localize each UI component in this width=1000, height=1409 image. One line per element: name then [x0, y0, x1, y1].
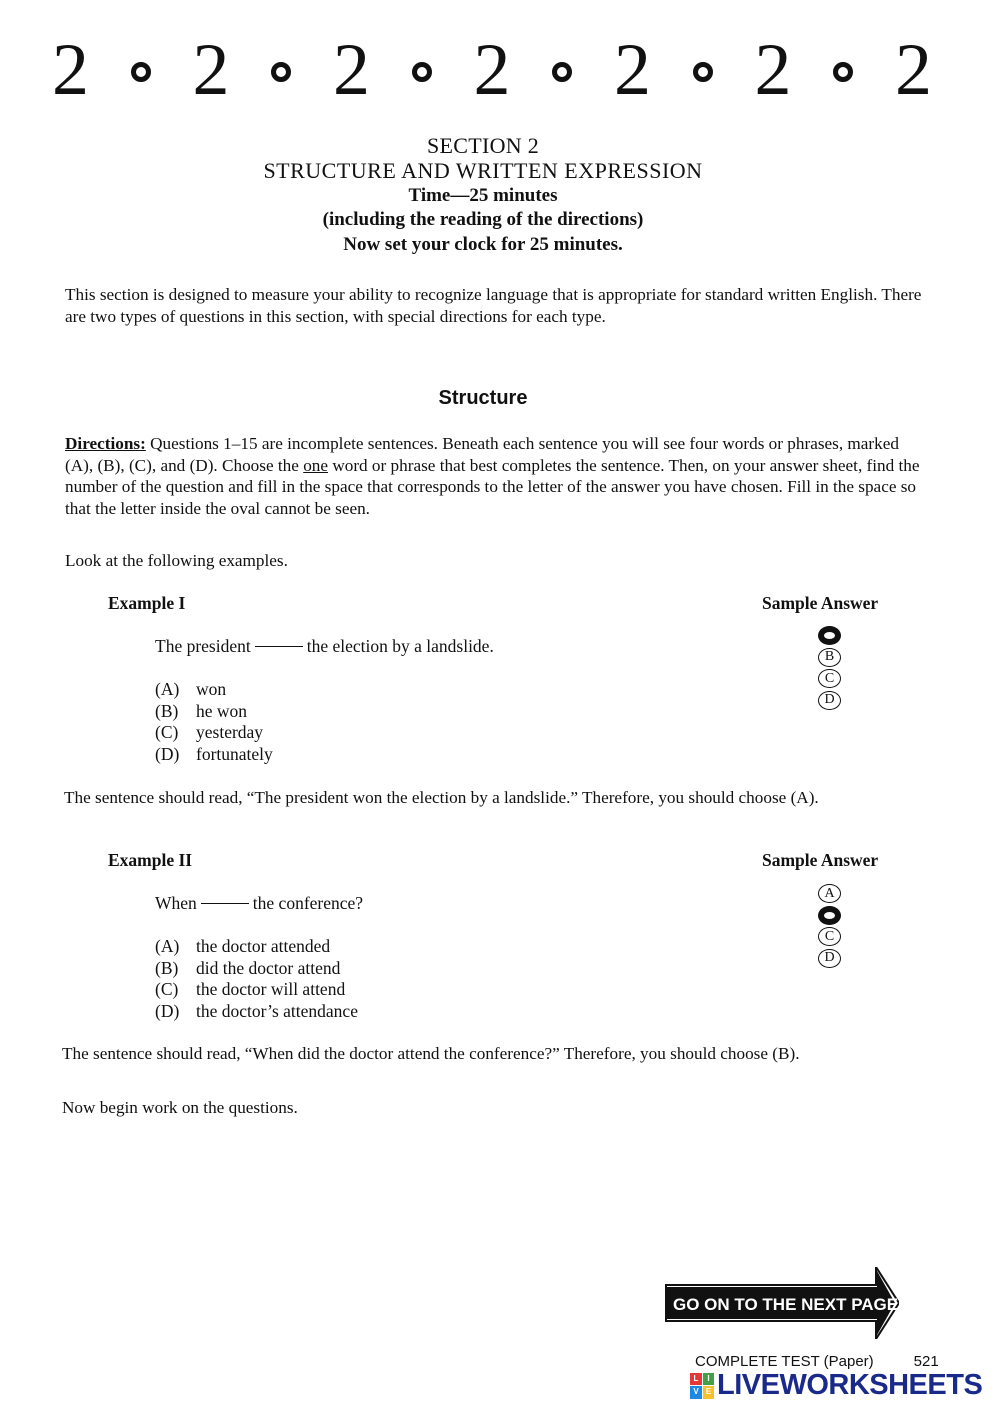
stem-text: the conference? — [252, 893, 364, 913]
logo-letter: V — [690, 1386, 702, 1399]
logo-text: LIVEWORKSHEETS — [717, 1369, 983, 1401]
option-item — [155, 722, 273, 744]
logo-letter: E — [703, 1386, 715, 1399]
answer-bubble-filled — [818, 906, 841, 925]
answer-bubble: C — [818, 927, 841, 946]
directions-paragraph — [65, 433, 925, 519]
example-2-explanation: The sentence should read, “When did the doctor attend the conference?” Therefore, you should choose (B). — [62, 1044, 800, 1063]
ring-icon — [131, 62, 151, 82]
option-text: did the doctor attend — [196, 957, 341, 978]
option-letter: (D) — [155, 743, 180, 764]
example-1-stem — [155, 636, 494, 657]
intro-paragraph: This section is designed to measure your ability to recognize language that is appropriate for standard written English. There are two types of questions in this section, with special directions for each type. — [65, 285, 922, 326]
time-limit: Time—25 minutes — [408, 185, 558, 206]
answer-bubble: D — [818, 691, 841, 710]
banner-digit: 2 — [333, 29, 370, 111]
option-letter: (B) — [155, 700, 179, 721]
structure-heading: Structure — [438, 387, 528, 409]
option-text: he won — [196, 700, 248, 721]
directions-text: word or phrase that best completes the sentence. Then, on your answer sheet, find the number of the question and fill in the space that corresponds to the letter of the answer you have chosen. Fill in the space so that the letter inside the oval cannot be seen. — [65, 455, 920, 518]
ring-icon — [693, 62, 713, 82]
option-letter: (A) — [155, 936, 180, 956]
page-number: 521 — [913, 1353, 939, 1370]
section-number: SECTION 2 — [426, 133, 540, 158]
example-2-stem — [155, 893, 363, 914]
example-2-options — [155, 936, 358, 1022]
option-text: fortunately — [196, 743, 273, 764]
look-text: Look at the following examples. — [65, 551, 288, 570]
stem-text: the election by a landslide. — [306, 636, 494, 656]
next-page-text: GO ON TO THE NEXT PAGE — [673, 1295, 899, 1314]
option-letter: (C) — [155, 722, 179, 742]
answer-bubble-filled — [818, 626, 841, 645]
answer-blank — [201, 903, 249, 904]
banner-digit: 2 — [895, 29, 932, 111]
page-footer — [695, 1353, 939, 1370]
clock-instruction: Now set your clock for 25 minutes. — [343, 234, 623, 255]
directions-label: Directions: — [65, 434, 146, 453]
stem-text: The president — [155, 636, 251, 656]
ring-icon — [271, 62, 291, 82]
sample-answer-label: Sample Answer — [762, 850, 879, 870]
example-2-label: Example II — [108, 850, 193, 870]
ring-icon — [552, 62, 572, 82]
banner-digit: 2 — [614, 29, 651, 111]
option-item — [155, 1001, 358, 1023]
example-1-explanation: The sentence should read, “The president won the election by a landslide.” Therefore, you should choose (A). — [64, 788, 819, 807]
ring-icon — [412, 62, 432, 82]
arrow-right-icon — [664, 1267, 899, 1339]
example-2-bubbles — [818, 884, 842, 970]
option-letter: (C) — [155, 979, 179, 999]
sample-answer-label: Sample Answer — [762, 593, 879, 613]
example-1-options — [155, 679, 273, 765]
option-text: won — [196, 679, 227, 699]
answer-blank — [255, 646, 303, 647]
option-text: yesterday — [196, 722, 264, 742]
banner-digit: 2 — [192, 29, 230, 111]
section-title: STRUCTURE AND WRITTEN EXPRESSION — [263, 158, 703, 183]
next-page-badge — [664, 1267, 899, 1339]
example-1-bubbles — [818, 626, 842, 712]
option-item — [155, 979, 358, 1001]
option-letter: (B) — [155, 957, 179, 978]
option-item — [155, 701, 273, 723]
footer-test-name: COMPLETE TEST (Paper) — [695, 1353, 874, 1370]
example-1-label: Example I — [108, 593, 186, 613]
option-item — [155, 958, 358, 980]
banner-digit: 2 — [52, 29, 89, 111]
logo-mark-icon — [690, 1373, 714, 1399]
option-item — [155, 679, 273, 701]
stem-text: When — [155, 893, 197, 913]
answer-bubble: A — [818, 884, 841, 903]
begin-instruction: Now begin work on the questions. — [62, 1098, 298, 1117]
option-item — [155, 936, 358, 958]
answer-bubble: C — [818, 669, 841, 688]
answer-bubble: B — [818, 648, 841, 667]
option-text: the doctor attended — [196, 936, 331, 956]
option-item — [155, 744, 273, 766]
answer-bubble: D — [818, 949, 841, 968]
option-letter: (A) — [155, 679, 180, 699]
directions-text: Questions 1–15 are incomplete sentences. Beneath each sentence you will see four words or phrases, marked (A), (B), (C), and (D). Choose the — [65, 434, 899, 475]
option-text: the doctor’s attendance — [196, 1000, 358, 1021]
option-letter: (D) — [155, 1000, 180, 1021]
section-banner — [52, 30, 932, 110]
ring-icon — [833, 62, 853, 82]
time-note: (including the reading of the directions) — [322, 209, 644, 230]
directions-emphasis: one — [303, 455, 329, 475]
option-text: the doctor will attend — [196, 979, 346, 999]
banner-digit: 2 — [754, 29, 792, 111]
banner-digit: 2 — [473, 29, 511, 111]
liveworksheets-logo — [690, 1369, 982, 1402]
logo-letter: L — [690, 1373, 702, 1386]
logo-letter: I — [703, 1373, 715, 1386]
